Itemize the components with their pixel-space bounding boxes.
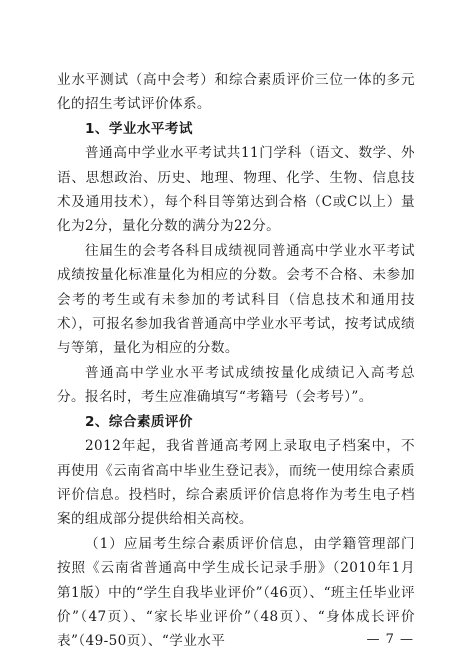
- section-heading: 1、学业水平考试: [85, 120, 193, 137]
- paragraph: 往届生的会考各科目成绩视同普通高中学业水平考试成绩按量化标准量化为相应的分数。会考不合格、未参加会考的考生或有未参加的考试科目（信息技术和通用技术），可报名参加我省普通高中学业水平考试，按考试成绩与等第，量化为相应的分数。: [57, 242, 415, 357]
- paragraph: （1）应届考生综合素质评价信息，由学籍管理部门按照《云南省普通高中学生成长记录手册》（2010年1月第1版）中的“学生自我毕业评价”（46页）、“班主任毕业评价”（47页）、“家长毕业评价”（48页）、“身体成长评价表”（49-50页）、“学业水平: [57, 535, 415, 650]
- section-heading: 2、综合素质评价: [85, 413, 193, 430]
- paragraph: 业水平测试（高中会考）和综合素质评价三位一体的多元化的招生考试评价体系。: [57, 72, 415, 113]
- paragraph: 普通高中学业水平考试共11门学科（语文、数学、外语、思想政治、历史、地理、物理、化学、生物、信息技术及通用技术），每个科目等第达到合格（C或C以上）量化为2分，量化分数的满分为22分。: [57, 145, 415, 235]
- page-number: — 7 —: [366, 632, 414, 647]
- paragraph: 2012年起，我省普通高考网上录取电子档案中，不再使用《云南省高中毕业生登记表》，而统一使用综合素质评价信息。投档时，综合素质评价信息将作为考生电子档案的组成部分提供给相关高校。: [57, 438, 415, 528]
- document-body: [57, 68, 415, 654]
- paragraph: 普通高中学业水平考试成绩按量化成绩记入高考总分。报名时，考生应准确填写“考籍号（会考号）”。: [57, 364, 415, 406]
